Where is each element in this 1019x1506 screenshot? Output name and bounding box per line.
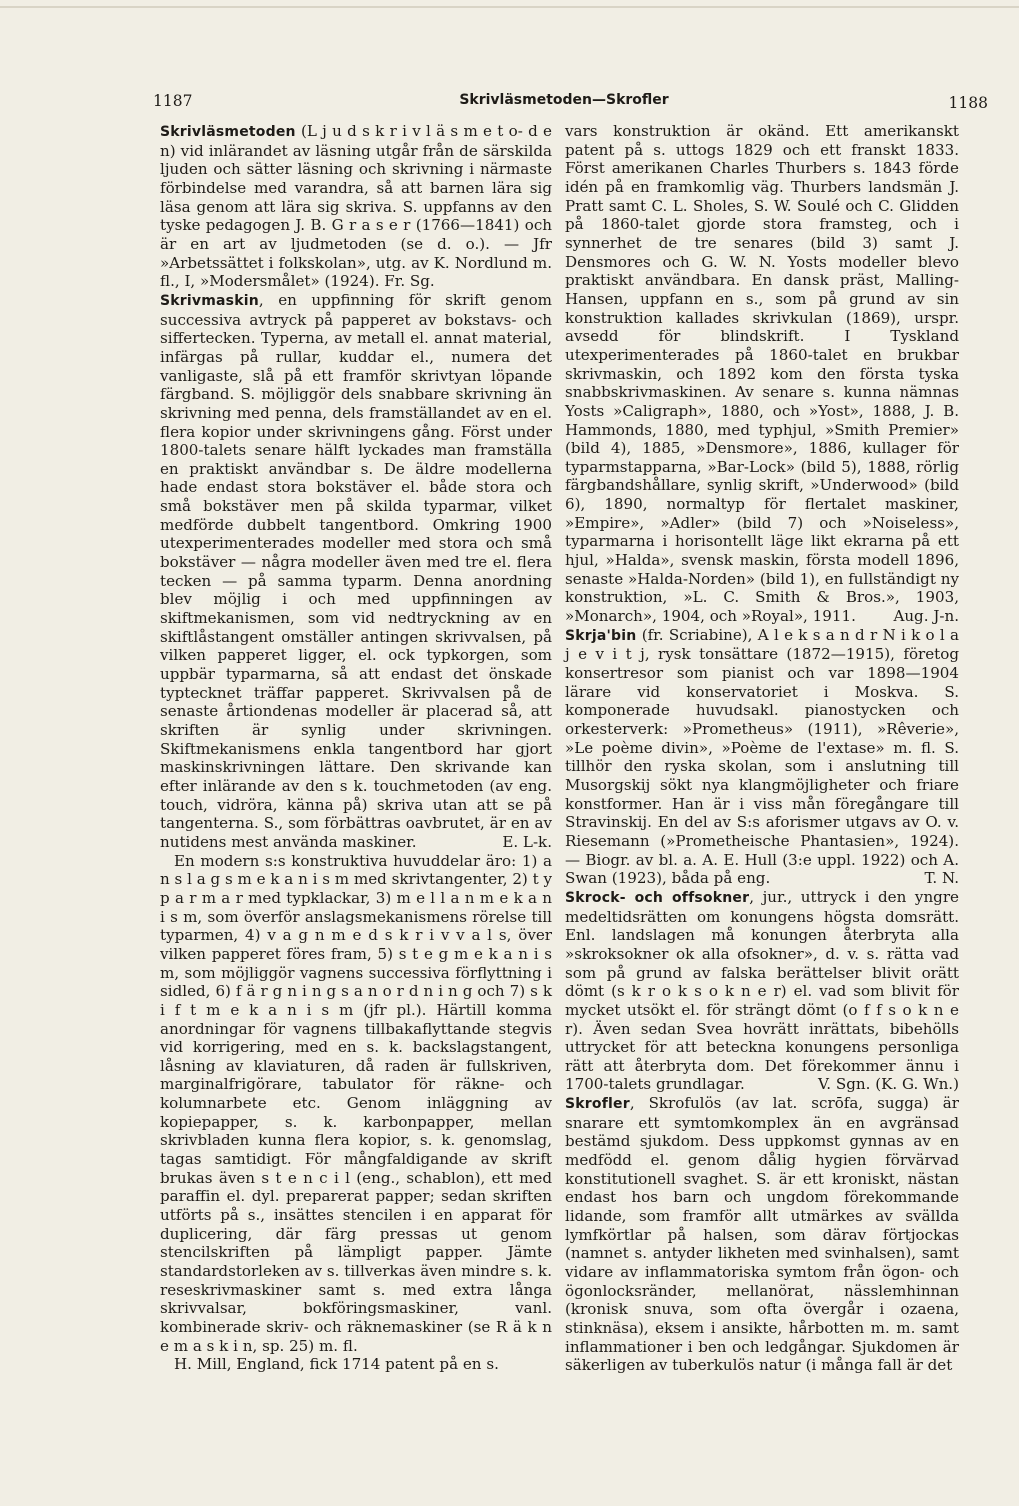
running-head: Skrivläsmetoden—Skrofler (459, 92, 669, 108)
entry-skrock-och-offsokner (565, 888, 959, 1094)
entry-term: Skrofler (565, 1096, 630, 1113)
right-column (565, 122, 959, 1375)
entry-skrjabin (565, 626, 959, 888)
entry-text: vars konstruktion är okänd. Ett amerikanskt patent på s. uttogs 1829 och ett franskt 1833. Först amerikanen Charles Thurbers s. 1843 förde idén på en framkomlig väg. Thurbers landsmän J. Pratt samt C. L. Sholes, S. W. Soulé och C. Glidden på 1860-talet gjorde stora framsteg, och i synnerhet de tre senares (bild 3) samt J. Densmores och G. W. N. Yosts modeller blevo praktiskt användbara. En dansk präst, Malling-Hansen, uppfann en s., som på grund av sin konstruktion kallades skrivkulan (1869), urspr. avsedd för blindskrift. I Tyskland utexperimenterades på 1860-talet en brukbar skrivmaskin, och 1892 kom den första tyska snabbskrivmaskinen. Av senare s. kunna nämnas Yosts »Caligraph», 1880, och »Yost», 1888, J. B. Hammonds, 1880, med typhjul, »Smith Premier» (bild 4), 1885, »Densmore», 1886, kullager för typarmstapparna, »Bar-Lock» (bild 5), 1888, rörlig färgbandshållare, synlig skrift, »Underwood» (bild 6), 1890, normaltyp för flertalet maskiner, »Empire», »Adler» (bild 7) och »Noiseless», typarmarna i horisontellt läge likt ekrarna på ett hjul, »Halda», svensk maskin, första modell 1896, senaste »Halda-Norden» (bild 1), en fullständigt ny konstruktion, »L. C. Smith & Bros.», 1903, »Monarch», 1904, och »Royal», 1911. (565, 122, 959, 626)
entry-text: (L j u d s k r i v l ä s m e t o- d e n) vid inlärandet av läsning utgår från de särskilda ljuden och sätter läsning och skrivning i närmaste förbindelse med varandra, så att barnen lära sig läsa genom att lära sig skriva. S. uppfanns av den tyske pedagogen J. B. G r a s e r (1766—1841) och är en art av ljudmetoden (se d. o.). — Jfr »Arbetssättet i folkskolan», utg. av K. Nordlund m. fl., I, »Modersmålet» (1924). Fr. Sg. (160, 122, 552, 291)
entry-skrivmaskin (160, 291, 552, 852)
author-signature: T. N. (924, 869, 959, 888)
entry-text: , Skrofulös (av lat. scrōfa, sugga) är snarare ett symtomkomplex än en avgränsad bestämd sjukdom. Dess uppkomst gynnas av en medfödd el. genom dålig hygien förvärvad konstitutionell svaghet. S. är ett kroniskt, nästan endast hos barn och ungdom förekommande lidande, som framför allt utmärkes av svällda lymfkörtlar på halsen, som därav förtjockas (namnet s. antyder likheten med svinhalsen), samt vidare av inflammatoriska symtom från ögon- och ögonlocksränder, mellanörat, nässlemhinnan (kronisk snuva, som ofta övergår i ozaena, stinknäsa), eksem i ansikte, hårbotten m. m. samt inflammationer i ben och ledgångar. Sjukdomen är säkerligen av tuberkulös natur (i många fall är det (565, 1094, 959, 1375)
author-signature: E. L-k. (502, 832, 552, 851)
author-signature: Aug. J-n. (893, 607, 959, 626)
entry-text: H. Mill, England, fick 1714 patent på en s. (174, 1355, 499, 1374)
page-number-left: 1187 (153, 92, 193, 110)
entry-text: , jur., uttryck i den yngre medeltidsrätten om konungens högsta domsrätt. Enl. landslagen må konungen återbryta alla »skroksokner ok alla ofsokner», d. v. s. rätta vad som på grund av falska berättelser blivit orätt dömt (s k r o k s o k n e r) el. vad som blivit för mycket utsökt el. för strängt dömt (o f f s o k n e r). Även sedan Svea hovrätt inrättats, bibehölls uttrycket för att beteckna konungens personliga rätt att återbryta dom. Det förekommer ännu i 1700-talets grundlagar. (565, 887, 959, 1094)
entry-text: En modern s:s konstruktiva huvuddelar äro: 1) a n s l a g s m e k a n i s m med skrivtangenter, 2) t y p a r m a r med typklackar, 3) m e l l a n m e k a n i s m, som överför anslagsmekanismens rörelse till typarmen, 4) v a g n m e d s k r i v v a l s, över vilken papperet föres fram, 5) s t e g m e k a n i s m, som möjliggör vagnens successiva förflyttning i sidled, 6) f ä r g n i n g s a n o r d n i n g och 7) s k i f t m e k a n i s m (jfr pl.). Härtill komma anordningar för vagnens tillbakaflyttande stegvis vid korrigering, med en s. k. backslagstangent, låsning av klaviaturen, då raden är fullskriven, marginalfrigörare, tabulator för räkne- och kolumnarbete etc. Genom inläggning av kopiepapper, s. k. karbonpapper, mellan skrivbladen kunna flera kopior, s. k. genomslag, tagas samtidigt. För mångfaldigande av skrift brukas även s t e n c i l (eng., schablon), ett med paraffin el. dyl. preparerat papper; sedan skriften utförts på s., insättes stencilen i en apparat för duplicering, där färg pressas ut genom stencilskriften på lämpligt papper. Jämte standardstorleken av s. tillverkas även mindre s. k. reseskrivmaskiner samt s. med extra långa skrivvalsar, bokföringsmaskiner, vanl. kombinerade skriv- och räknemaskiner (se R ä k n e m a s k i n, sp. 25) m. fl. (160, 851, 552, 1355)
entry-term: Skrja'bin (565, 627, 637, 644)
entry-text: (fr. Scriabine), A l e k s a n d r N i k o l a j e v i t j, rysk tonsättare (1872—1915), företog konsertresor som pianist och var 1898—1904 lärare vid konservatoriet i Moskva. S. komponerade huvudsakl. pianostycken och orkesterverk: »Prometheus» (1911), »Rêverie», »Le poème divin», »Poème de l'extase» m. fl. S. tillhör den ryska skolan, som i anslutning till Musorgskij sökt nya klangmöjligheter och friare konstformer. Han är i viss mån föregångare till Stravinskij. En del av S:s aforismer utgavs av O. v. Riesemann (»Prometheische Phantasien», 1924). — Biogr. av bl. a. A. E. Hull (3:e uppl. 1922) och A. Swan (1923), båda på eng. (565, 625, 959, 888)
author-signature: V. Sgn. (K. G. Wn.) (818, 1075, 959, 1094)
page-header (140, 92, 988, 116)
entry-paragraph (160, 852, 552, 1356)
entry-paragraph (160, 1355, 552, 1374)
entry-term: Skrivmaskin (160, 292, 259, 309)
page-edge-line (0, 6, 1019, 8)
left-column (160, 122, 552, 1374)
page-number-right: 1188 (948, 94, 988, 112)
entry-text: , en uppfinning för skrift genom successiva avtryck på papperet av bokstavs- och siffertecken. Typerna, av metall el. annat material, infärgas på rullar, kuddar el., numera det vanligaste, slå på ett framför skrivtyan löpande färgband. S. möjliggör dels snabbare skrivning än skrivning med penna, dels framställandet av en el. flera kopior under skrivningens gång. Först under 1800-talets senare hälft lyckades man framställa en praktiskt användbar s. De äldre modellerna hade endast stora bokstäver el. både stora och små bokstäver men på skilda typarmar, vilket medförde dubbelt tangentbord. Omkring 1900 utexperimenterades modeller med stora och små bokstäver — några modeller även med tre el. flera tecken — på samma typarm. Denna anordning blev möjlig i och med uppfinningen av skiftmekanismen, som vid nedtryckning av en skiftlåstangent omställer antingen skrivvalsen, på vilken papperet ligger, el. ock typkorgen, som uppbär typarmarna, så att endast det önskade typtecknet träffar papperet. Skrivvalsen på de senaste årtiondenas modeller är placerad så, att skriften är synlig under skrivningen. Skiftmekanismens enkla tangentbord har gjort maskinskrivningen lättare. Den skrivande kan efter inlärande av den s k. touchmetoden (av eng. touch, vidröra, känna på) skriva utan att se på tangenterna. S., som förbättras oavbrutet, är en av nutidens mest använda maskiner. (160, 290, 552, 851)
entry-skrofler (565, 1094, 959, 1375)
entry-continuation (565, 122, 959, 626)
entry-skrivlasmetoden (160, 122, 552, 291)
entry-term: Skrivläsmetoden (160, 124, 296, 140)
entry-term: Skrock- och offsokner (565, 889, 750, 906)
